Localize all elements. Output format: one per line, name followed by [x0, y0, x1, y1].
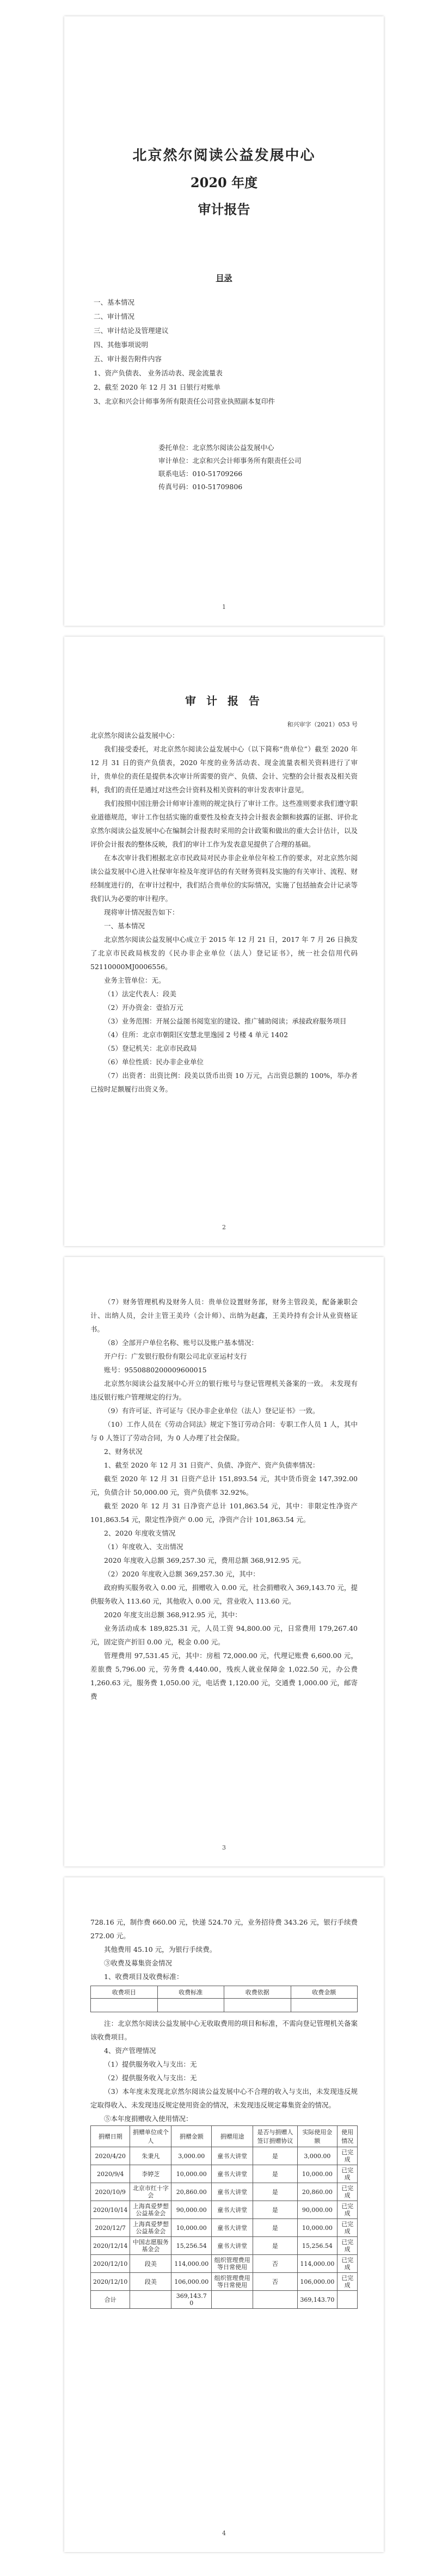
paragraph: （9）有许可证、许可证与《民办非企业单位（法人）登记证书》一致。: [104, 1407, 320, 1415]
audit-report-title: 审 计 报 告: [185, 694, 263, 707]
table-cell: 段美: [130, 2255, 171, 2273]
table-row: [91, 2255, 358, 2273]
table-cell: 北京市红十字会: [130, 2183, 171, 2201]
table-header-cell: 收费金额: [291, 1986, 358, 1999]
page-three: [64, 1257, 384, 1866]
table-row: [91, 2183, 358, 2201]
table-cell: 90,000.00: [297, 2201, 337, 2219]
client-label: 委托单位：: [158, 443, 193, 452]
table-row: [91, 2147, 358, 2165]
audit-body: [90, 729, 358, 1096]
table-cell: 15,256.54: [171, 2237, 212, 2255]
table-header-cell: 收费依据: [224, 1986, 291, 1999]
paragraph: 2020 年度支出总额 368,912.95 元，其中：: [104, 1611, 242, 1619]
table-cell: 2020/4/20: [91, 2147, 130, 2165]
client-value: 北京然尔阅读公益发展中心: [192, 443, 274, 452]
table-header-cell: 收费标准: [157, 1986, 224, 1999]
toc-heading: 目录: [216, 273, 232, 283]
paragraph: 截至 2020 年 12 月 31 日净资产总计 101,863.54 元，其中：非限定性净资产 101,863.54 元，限定性净资产 0.00 元，净资产合计 101,863.54 元。: [90, 1502, 358, 1524]
table-cell: 朱秉凡: [130, 2147, 171, 2165]
table-header-cell: 是否与捐赠人签订捐赠协议: [253, 2126, 298, 2147]
paragraph: （3）本年度未发现北京然尔阅读公益发展中心不合理的收入与支出，未发现违反规定取得收入、未发现违反规定使用资金的情况，未发现违反规定募集资金的情况。: [90, 2087, 358, 2109]
table-cell: 20,860.00: [297, 2183, 337, 2201]
table-cell: 10,000.00: [171, 2165, 212, 2183]
paragraph: 北京然尔阅读公益发展中心开立的银行账号与登记管理机关备案的一致。 未发现有违反银行账户管理规定的行为。: [90, 1379, 358, 1401]
table-cell: 童书大讲堂: [212, 2219, 253, 2237]
list-item: （1）法定代表人：段美: [104, 990, 176, 998]
table-cell: 2020/9/4: [91, 2165, 130, 2183]
cover-org-title: 北京然尔阅读公益发展中心: [132, 147, 316, 164]
table-cell: 10,000.00: [297, 2219, 337, 2237]
paragraph: （1）年度收入、支出情况: [104, 1543, 183, 1551]
salutation: 北京然尔阅读公益发展中心：: [90, 731, 179, 739]
list-item: （5）登记机关：北京市民政局: [104, 1044, 197, 1052]
table-cell: 童书大讲堂: [212, 2165, 253, 2183]
toc-item: 二、审计情况: [94, 312, 135, 321]
paragraph: 我们接受委托，对北京然尔阅读公益发展中心（以下简称“贵单位”）截至 2020 年 12 月 31 日的资产负债表，2020 年度的业务活动表、现金流量表相关资料进行了审计，贵单位的责任是提供本次审计所需要的资产、负债、会计、完整的会计报表及相关资料，我们的责任是通过对这些会计资料及相关资料的审计发表审计意见。: [90, 745, 358, 794]
page-number: 4: [222, 2530, 226, 2537]
fee-table: [90, 1986, 358, 2012]
table-header-cell: 捐赠用途: [212, 2126, 253, 2147]
paragraph: 业务主管单位：无。: [104, 976, 165, 984]
table-cell: 2020/10/9: [91, 2183, 130, 2201]
table-cell: 已完成: [337, 2273, 358, 2291]
list-item: （7）出资者：出资比例：段美以货币出资 10 万元，占出资总额的 100%，举办者已按时足额履行出资义务。: [90, 1071, 358, 1093]
table-cell: 106,000.00: [171, 2273, 212, 2291]
table-cell: 已完成: [337, 2183, 358, 2201]
section-heading: 一、基本情况: [104, 922, 145, 930]
table-header-cell: 使用情况: [337, 2126, 358, 2147]
auditor-label: 审计单位：: [158, 457, 193, 465]
table-cell: 是: [253, 2183, 298, 2201]
paragraph: （8）全部开户单位名称、账号以及账户基本情况：: [104, 1339, 258, 1347]
table-cell: 童书大讲堂: [212, 2183, 253, 2201]
table-cell: 李婷芝: [130, 2165, 171, 2183]
paragraph: （2）提供服务收入与支出：无: [104, 2074, 197, 2082]
paragraph: 在本次审计我们根据北京市民政局对民办非企业单位年检工作的要求，对北京然尔阅读公益发展中心进入社保审年检及年度评估的有关财务资料及实施的有关审计、流程、财经制度进行的，在审计过程中，我们结合贵单位的实际情况，实施了包括抽查会计记录等我们认为必要的审计程序。: [90, 854, 358, 903]
table-cell: 15,256.54: [297, 2237, 337, 2255]
list-item: （2）开办资金：壹拾万元: [104, 1003, 183, 1012]
table-cell: 2020/12/14: [91, 2237, 130, 2255]
table-cell: 已完成: [337, 2165, 358, 2183]
list-item: （6）单位性质：民办非企业单位: [104, 1058, 204, 1066]
contact-info: [90, 441, 358, 494]
page-four: [64, 1877, 384, 2552]
table-cell: 2020/12/7: [91, 2219, 130, 2237]
donation-table-body: [91, 2147, 358, 2309]
table-header-row: [91, 2126, 358, 2147]
fax-value: 010-51709806: [192, 483, 243, 491]
page-number: 2: [222, 1224, 226, 1231]
table-cell: 369,143.7 0: [171, 2291, 212, 2309]
section-heading: 4、资产管理情况: [104, 2047, 156, 2055]
toc-item: 四、其他事项说明: [94, 341, 149, 349]
table-cell: 已完成: [337, 2237, 358, 2255]
page-number: 1: [222, 603, 226, 611]
table-cell: 已完成: [337, 2219, 358, 2237]
table-cell: 90,000.00: [171, 2201, 212, 2219]
paragraph: 管理费用 97,531.45 元，其中：房租 72,000.00 元，代理记账费 6,600.00 元，差旅费 5,796.00 元，劳务费 4,440.00，残疾人就业保障金 1,022.50 元，办公费 1,260.63 元，服务费 1,050.00 元，电话费 1,120.00 元，交通费 1,000.00 元，邮寄费: [90, 1651, 358, 1700]
paragraph: （10）工作人员在《劳动合同法》规定下签订劳动合同：专职工作人员 1 人，其中与 0 人签订了劳动合同，为 0 人办理了社会保险。: [90, 1420, 358, 1442]
table-cell: 369,143.70: [297, 2291, 337, 2309]
table-cell: 3,000.00: [171, 2147, 212, 2165]
paragraph: （1）提供服务收入与支出：无: [104, 2060, 197, 2068]
table-cell: 上海真爱梦想公益基金会: [130, 2201, 171, 2219]
toc-item: 三、审计结论及管理建议: [94, 326, 169, 335]
table-cell: 否: [253, 2273, 298, 2291]
section-heading: 2、2020 年度收支情况: [104, 1529, 176, 1537]
table-header-row: [91, 1986, 358, 1999]
table-cell: [337, 2291, 358, 2309]
table-cell: 是: [253, 2237, 298, 2255]
table-cell: 2020/12/10: [91, 2255, 130, 2273]
toc-item: 一、基本情况: [94, 298, 135, 306]
table-cell: 2020/10/14: [91, 2201, 130, 2219]
table-cell: 114,000.00: [171, 2255, 212, 2273]
paragraph: 其他费用 45.10 元，为银行手续费。: [104, 1945, 217, 1953]
table-cell: 组织管理费用等日常使用: [212, 2273, 253, 2291]
table-cell: 是: [253, 2201, 298, 2219]
table-header-cell: 捐赠金额: [171, 2126, 212, 2147]
table-row: [91, 2219, 358, 2237]
toc-item: 1、资产负债表、 业务活动表、现金流量表: [94, 369, 223, 377]
table-cell: 否: [253, 2255, 298, 2273]
table-cell: 童书大讲堂: [212, 2237, 253, 2255]
table-row: [91, 1999, 358, 2012]
table-cell: 童书大讲堂: [212, 2147, 253, 2165]
paragraph: 北京然尔阅读公益发展中心成立于 2015 年 12 月 21 日，2017 年 7 月 26 日换发了北京市民政局核发的《民办非企业单位（法人）登记证书》，统一社会信用代码 52110000MJ0006556。: [90, 935, 358, 971]
paragraph: 政府购买服务收入 0.00 元，捐赠收入 0.00 元，社会捐赠收入 369,143.70 元，提供服务收入 113.60 元，其他收入 0.00 元，营业收入 113.60 元。: [90, 1583, 358, 1605]
table-cell: 童书大讲堂: [212, 2201, 253, 2219]
table-cell: 中国志愿服务基金会: [130, 2237, 171, 2255]
table-row: [91, 2165, 358, 2183]
table-cell: 114,000.00: [297, 2255, 337, 2273]
list-item: （3）业务范围：开展公益图书阅览室的建设、推广辅助阅读；承接政府服务项目: [104, 1017, 347, 1025]
auditor-value: 北京和兴会计师事务所有限责任公司: [192, 457, 302, 465]
table-cell: 是: [253, 2219, 298, 2237]
table-header-cell: 捐赠单位或个人: [130, 2126, 171, 2147]
toc-item: 五、审计报告附件内容: [94, 355, 162, 363]
page-audit-report: [64, 637, 384, 1246]
page-cover: [64, 16, 384, 626]
section-heading: ③收费及募集资金情况: [104, 1959, 173, 1967]
paragraph: 我们按照中国注册会计师审计准则的规定执行了审计工作。这些准则要求我们遵守职业道德规范，审计工作包括实施的重要性及检查支持会计报表金额和披露的证据、评价北京然尔阅读公益发展中心在编制会计报表时采用的会计政策和做出的重大会计估计，以及评价会计报表的整体反映，我们的审计工作为发表意见提供了合理的基础。: [90, 799, 358, 848]
document-number: 和兴审字（2021）053 号: [287, 721, 358, 728]
page3-body: [90, 1295, 358, 1703]
paragraph: 业务活动成本 189,825.31 元，人员工资 94,800.00 元，日常费用 179,267.40 元，固定资产折旧 0.00 元，税金 0.00 元。: [90, 1624, 358, 1646]
cover-year: 2020 年度: [190, 175, 258, 190]
table-row: [91, 2291, 358, 2309]
table-row: [91, 2237, 358, 2255]
toc-item: 2、截至 2020 年 12 月 31 日银行对账单: [94, 383, 220, 391]
table-cell: 上海真爱梦想公益基金会: [130, 2219, 171, 2237]
table-cell: 10,000.00: [297, 2165, 337, 2183]
table-cell: 已完成: [337, 2147, 358, 2165]
section-heading: 2、财务状况: [104, 1447, 143, 1456]
cover-report-title: 审计报告: [198, 201, 250, 217]
paragraph: （2）2020 年度收入总额 369,257.30 元，其中：: [104, 1570, 260, 1578]
fax-label: 传真号码：: [158, 483, 193, 491]
table-caption: 1、收费项目及收费标准：: [104, 1973, 183, 1981]
table-cell: 段美: [130, 2273, 171, 2291]
table-cell: 10,000.00: [171, 2219, 212, 2237]
phone-label: 联系电话：: [158, 470, 193, 478]
paragraph: 现将审计情况报告如下：: [104, 908, 179, 916]
table-row: [91, 2201, 358, 2219]
paragraph: （7）财务管理机构及财务人员：贵单位设置财务部，财务主管段美，配备兼职会计、出纳人员，会计主管王美玲（会计师）、出纳为赵鑫，王美玲持有会计从业资格证书。: [90, 1298, 358, 1333]
table-cell: [253, 2291, 298, 2309]
paragraph: 截至 2020 年 12 月 31 日资产总计 151,893.54 元，其中货币资金 147,392.00 元，负债合计 50,000.00 元，资产负债率 32.92%。: [90, 1475, 358, 1496]
table-cell: 已完成: [337, 2255, 358, 2273]
page-number: 3: [222, 1844, 226, 1851]
donation-table: [90, 2125, 358, 2309]
paragraph: 1、截至 2020 年 12 月 31 日资产、负债、净资产、资产负债率情况：: [104, 1461, 320, 1469]
paragraph: 注：北京然尔阅读公益发展中心无收取费用的项目和标准，不需向登记管理机关备案该收费项目。: [90, 2019, 358, 2041]
table-header-cell: 捐赠日期: [91, 2126, 130, 2147]
table-row: [91, 2273, 358, 2291]
page4-body: [90, 1915, 358, 1983]
table-cell: 20,860.00: [171, 2183, 212, 2201]
toc-item: 3、北京和兴会计师事务所有限责任公司营业执照副本复印件: [94, 397, 275, 405]
table-cell: [212, 2291, 253, 2309]
table-header-cell: 实际使用金额: [297, 2126, 337, 2147]
table-cell: 合计: [91, 2291, 130, 2309]
table-cell: 是: [253, 2165, 298, 2183]
paragraph: ⑤本年度捐赠收入使用情况：: [104, 2115, 193, 2123]
table-header-cell: 收费项目: [91, 1986, 158, 1999]
paragraph: 账号：9550880200009600015: [104, 1366, 207, 1374]
paragraph: 2020 年度收入总额 369,257.30 元，费用总额 368,912.95 元。: [104, 1556, 305, 1564]
list-item: （4）住所：北京市朝阳区安慧北里逸园 2 号楼 4 单元 1402: [104, 1031, 289, 1039]
page4-mid: [90, 2017, 358, 2125]
table-cell: 组织管理费用等日常使用: [212, 2255, 253, 2273]
paragraph: 728.16 元，制作费 660.00 元，快递 524.70 元，业务招待费 343.26 元，银行手续费 272.00 元。: [90, 1918, 358, 1940]
table-cell: 106,000.00: [297, 2273, 337, 2291]
table-cell: 已完成: [337, 2201, 358, 2219]
table-cell: 2020/12/10: [91, 2273, 130, 2291]
table-of-contents: [90, 295, 358, 409]
table-cell: [130, 2291, 171, 2309]
paragraph: 开户行：广发银行股份有限公司北京亚运村支行: [104, 1352, 247, 1360]
table-cell: 是: [253, 2147, 298, 2165]
table-cell: 3,000.00: [297, 2147, 337, 2165]
phone-value: 010-51709266: [192, 470, 243, 478]
